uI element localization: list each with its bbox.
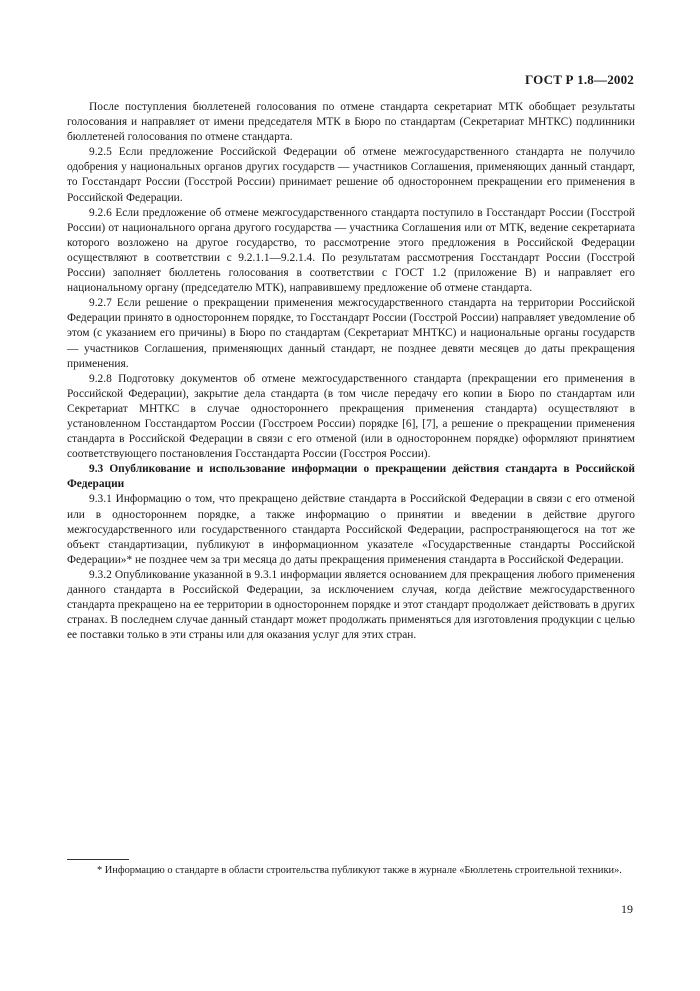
paragraph-9-2-7: 9.2.7 Если решение о прекращении применения межгосударственного стандарта на территории Российской Федерации принято в одностороннем порядке, то Госстандарт России (Госстрой России) направляет уведомление об этом (с указанием его причины) в Бюро по стандартам (Секретариат МНТКС) и национальные органы государств — участников Соглашения, применяющих данный стандарт, не позднее девяти месяцев до даты прекращения применения. — [67, 297, 635, 370]
section-heading-9-3: 9.3 Опубликование и использование информации о прекращении действия стандарта в Российской Федерации — [67, 463, 635, 491]
paragraph: После поступления бюллетеней голосования по отмене стандарта секретариат МТК обобщает результаты голосования и направляет от имени председателя МТК в Бюро по стандартам (Секретариат МНТКС) подлинники бюллетеней голосования по отмене стандарта. — [67, 101, 635, 144]
footnote: * Информацию о стандарте в области строительства публикуют также в журнале «Бюллетень строительной техники». — [97, 865, 622, 876]
paragraph-9-2-5: 9.2.5 Если предложение Российской Федерации об отмене межгосударственного стандарта не получило одобрения у национальных органов других государств — участников Соглашения, применяющих данный стандарт, то Госстандарт России (Госстрой России) принимает решение об одностороннем прекращении его применения в Российской Федерации. — [67, 146, 635, 204]
footnote-divider — [67, 859, 129, 860]
paragraph-9-3-1: 9.3.1 Информацию о том, что прекращено действие стандарта в Российской Федерации в связи с его отменой или в одностороннем порядке, а также информацию о принятии и введении в действие другого межгосударственного или государственного стандарта Российской Федерации, распространяющегося на тот же объект стандартизации, публикуют в информационном указателе «Государственные стандарты Российской Федерации»* не позднее чем за три месяца до даты прекращения применения стандарта в Российской Федерации. — [67, 493, 635, 566]
document-header: ГОСТ Р 1.8—2002 — [525, 72, 634, 87]
paragraph-9-2-8: 9.2.8 Подготовку документов об отмене межгосударственного стандарта (прекращении его применения в Российской Федерации), закрытие дела стандарта (в том числе передачу его копии в Бюро по стандартам или Секретариат МНТКС в случае одностороннего прекращения применения стандарта) осуществляют в установленном Госстандартом России (Госстроем России) порядке [6], [7], а решение о прекращении применения стандарта в Российской Федерации в связи с его отменой (или в одностороннем порядке) оформляют принятием соответствующего постановления Госстандарта России (Госстроя России). — [67, 372, 635, 461]
page-number: 19 — [621, 902, 633, 916]
document-body — [67, 100, 635, 643]
paragraph-9-2-6: 9.2.6 Если предложение об отмене межгосударственного стандарта поступило в Госстандарт России (Госстрой России) от национального органа другого государства — участника Соглашения или от МТК, ведение секретариата которого возложено на другое государство, то рассмотрение этого предложения в Российской Федерации осуществляют в соответствии с 9.2.1.1—9.2.1.4. По результатам рассмотрения Госстандарт России (Госстрой России) заполняет бюллетень голосования в соответствии с ГОСТ 1.2 (приложение В) и направляет его национальному органу (председателю МТК), направившему предложение об отмене стандарта. — [67, 206, 635, 295]
paragraph-9-3-2: 9.3.2 Опубликование указанной в 9.3.1 информации является основанием для прекращения любого применения данного стандарта в Российской Федерации, за исключением случая, когда действие межгосударственного стандарта прекращено на ее территории в одностороннем порядке и этот стандарт продолжает действовать в других странах. В последнем случае данный стандарт может продолжать применяться для изготовления продукции с целью ее поставки только в эти страны или для оказания услуг для этих стран. — [67, 568, 635, 642]
